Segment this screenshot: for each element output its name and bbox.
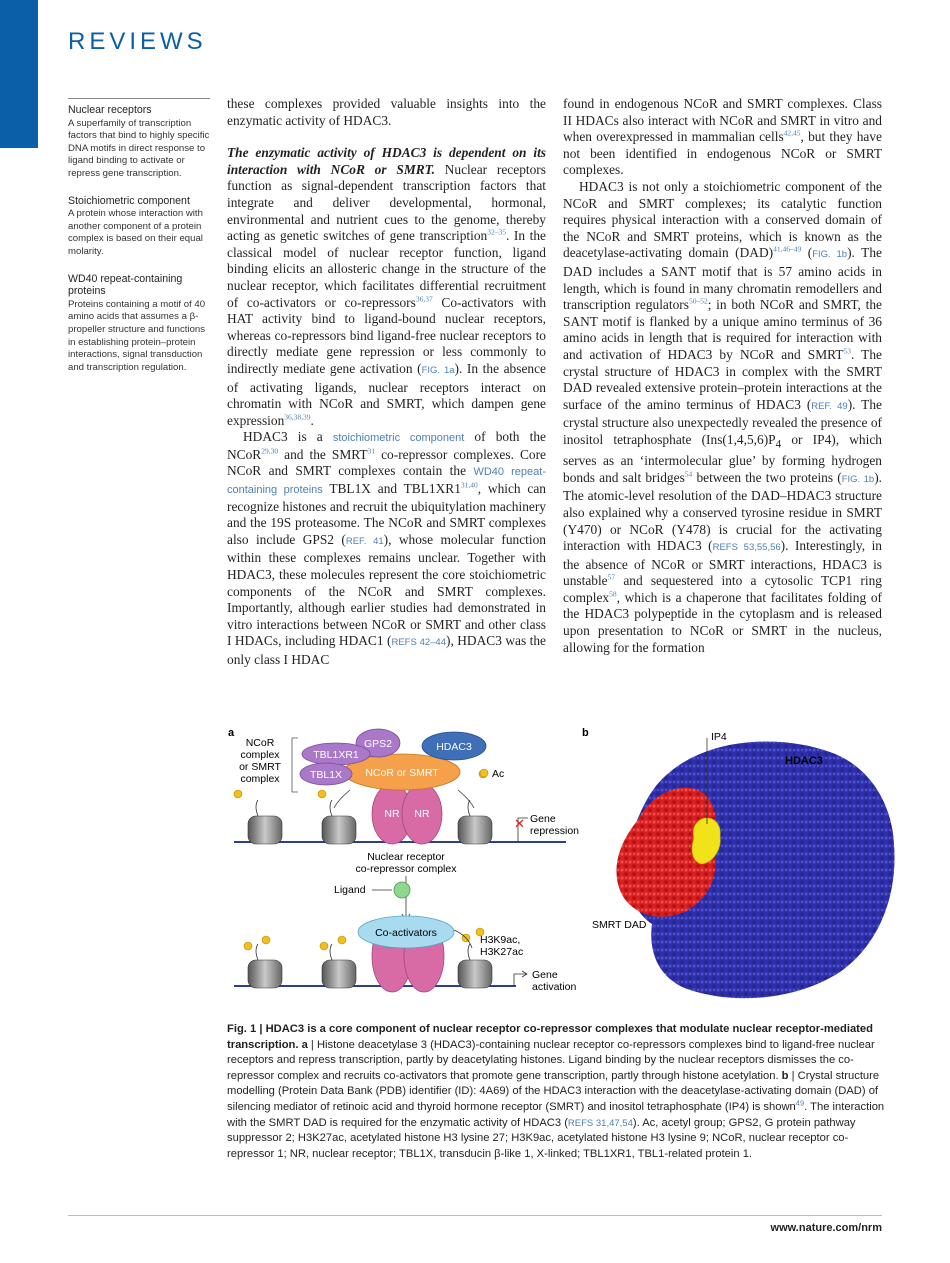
caption-text-b3: ). Ac, acetyl group; GPS2, G protein pathway suppressor 2; H3K27ac, acetylated histone H3 lysine 27; H3K9ac, acetylated histone H3 lysine 9; NCoR, nuclear receptor co-repressor 1; NR, nuclear receptor; TBL1X, transducin β-like 1, X-linked; TBL1XR1, TBL1-related protein 1. [227,1116,856,1160]
reference-link[interactable]: REF. 41 [345,535,384,547]
reference-link[interactable]: REFS 53,55,56 [712,542,781,554]
gps2-label: GPS2 [363,738,393,750]
gene-repression-label-2: repression [530,825,580,837]
paragraph: The enzymatic activity of HDAC3 is dependent on its interaction with NCoR or SMRT. Nuclear receptors function as signal-dependent transcription factors that integrate and deliver developmental, hormonal, environmental and nutrient cues to the genome, thereby acting as genetic switches of gene transcription$^{32-35}$. In the classical model of nuclear receptor function, ligand binding elicits an allosteric change in the structure of the nuclear receptor, which facilitates differential recruitment of co-activators or co-repressors$^{36,37}$ Co-activators with HAT activity bind to ligand-bound nuclear receptors, whereas co-repressors bind ligand-free nuclear receptors to directly mediate gene repression or less commonly to indirectly mediate gene activation (FIG. 1a). In the absence of activating ligands, nuclear receptors interact on chromatin with NCoR and SMRT, which dampen gene expression$^{36,38,39}$. [227,145,547,428]
nr-label-1: NR [384,808,400,820]
text-run: , but they have not been identified in endogenous NCoR or SMRT complexes. [563,129,882,178]
citation[interactable]: 53 [843,346,851,356]
complex-bracket [292,738,298,792]
corepressor-label-2: co-repressor complex [355,863,457,875]
glossary-definition: A protein whose interaction with another component of a protein complex is based on their equal molarity. [68,208,203,257]
text-run: HDAC3 is a [243,429,333,445]
text-run: ). The crystal structure also unexpectedly revealed the presence of inositol tetraphosphate (Ins(1,4,5,6)P [563,396,883,447]
text-run: . The DAD includes a SANT motif that is 57 amino acids in length, which is found in many chromatin remodellers and transcription regulators [563,245,882,313]
glossary-definition: A superfamily of transcription factors that bind to highly specific DNA motifs in direct response to ligand binding to activate or repress gene transcription. [68,117,210,179]
citation[interactable]: 54 [684,469,693,479]
gene-activation-label-1: Gene [532,969,558,981]
panel-letter-b: b [582,727,589,739]
text-run: . The crystal structure of HDAC3 in complex with the SMRT DAD revealed extensive protein–protein interactions at the surface of the amino terminus of HDAC3 ( [563,346,882,412]
figure-link[interactable]: FIG. 1b [812,249,848,261]
glossary-rule [68,98,210,99]
paragraph [563,96,882,179]
figure-panel-a [226,724,596,1012]
text-run: these complexes provided valuable insights into the enzymatic activity of HDAC3. [227,96,546,128]
section-color-bar [0,0,38,148]
subscript: 4 [775,438,782,451]
section-heading: The enzymatic activity of HDAC3 is dependent on its interaction with NCoR or SMRT. [227,145,546,177]
text-column-1 [227,96,546,669]
figure-label: Fig. 1 | [227,1023,266,1035]
panel-letter-a: a [228,727,235,739]
text-run: or IP4), which serves as an ‘intermolecular glue’ by forming hydrogen bonds and salt bridges [563,431,882,485]
section-header: REVIEWS [68,28,207,55]
tbl1x-label: TBL1X [309,769,343,781]
text-run: of both the NCoR [227,429,546,462]
acetyl-dot [234,790,242,798]
text-run: found in endogenous NCoR and SMRT complexes. Class II HDACs also interact with NCoR and SMRT in vitro and when overexpressed in mammalian cells [563,96,882,145]
marks-label-2: H3K27ac [480,946,524,958]
ligand-dot [394,882,410,898]
glossary-term: Stoichiometric component [68,194,190,207]
gene-activation-label-2: activation [532,981,577,993]
citation[interactable]: 57 [607,572,616,582]
citation[interactable]: 31,40 [460,480,478,490]
text-run: , which is a chaperone that facilitates folding of the HDAC3 polypeptide in the cytoplasm and is released upon presentation to NCoR or SMRT in the nucleus, allowing for the formation [563,589,882,655]
repression-cross: ✕ [514,816,525,831]
nr-label-2: NR [414,808,430,820]
hdac3-label: HDAC3 [436,741,472,753]
acetyl-dot [318,790,326,798]
text-run: , which can recognize histones and recruit the ubiquitylation machinery and the 19S proteasome. The NCoR and SMRT complexes also include GPS2 ( [227,481,546,547]
smrt-dad-label: SMRT DAD [592,919,647,931]
text-run: Nuclear receptors function as signal-dependent transcription factors that integrate and deliver developmental, hormonal, environmental and nutrient cues to the genome, thereby acting as genetic switches of gene transcription [227,161,546,244]
hdac3-structure-label: HDAC3 [785,755,823,767]
ligand-label: Ligand [334,884,366,896]
figure-link[interactable]: FIG. 1b [841,473,875,485]
glossary-sidebar [68,98,210,388]
corepressor-label-1: Nuclear receptor [367,851,445,863]
complex-label-1: NCoR [245,737,275,749]
text-run: co-repressor complexes. Core NCoR and SMRT complexes contain the [227,446,546,479]
caption-text-b2: . The interaction with the SMRT DAD is required for the enzymatic activity of HDAC3 ( [227,1100,885,1129]
text-run: Co-activators with HAT activity bind to ligand-bound nuclear receptors, whereas co-repressors bind ligand-free nuclear receptors to directly mediate gene repression or less commonly to indirectly mediate gene activation ( [227,294,547,376]
text-run: ). The atomic-level resolution of the DAD–HDAC3 structure also explained why a conserved tyrosine residue in SMRT (Y470) or NCoR (Y478) is crucial for the activating interaction with HDAC3 ( [563,469,882,554]
citation[interactable]: 42,45 [783,128,801,138]
marks-label-1: H3K9ac, [480,934,521,946]
text-run: TBL1X and TBL1XR1 [322,481,461,497]
figure-panel-b [580,724,900,1012]
figure-caption [227,1022,887,1162]
glossary-link[interactable]: WD40 repeat-containing proteins [227,466,546,497]
reference-link[interactable]: REFS 42–44 [391,637,446,649]
citation[interactable]: 58 [609,589,617,599]
text-column-2 [563,96,882,656]
glossary-link[interactable]: stoichiometric component [332,432,465,445]
gene-repression-label-1: Gene [530,813,556,825]
coactivators-label: Co-activators [375,927,437,939]
ip4-label: IP4 [711,731,727,743]
caption-label-a: a [298,1038,308,1051]
citation[interactable]: 36,37 [415,294,433,304]
footer-rule [68,1215,882,1216]
citation[interactable]: 36,38,39 [284,412,311,422]
caption-text-b: | Crystal structure modelling (Protein Data Bank (PDB) identifier (ID): 4A69) of the HDAC3 interaction with the deacetylase-activating domain (DAD) of silencing mediator of retinoic acid and thyroid hormone receptor (SMRT) and inositol tetraphosphate (IP4) is shown [227,1069,880,1113]
citation[interactable]: 50–52 [688,296,708,306]
complex-label-3: or SMRT [239,761,281,773]
reference-link[interactable]: REF. 49 [811,400,848,412]
caption-label-b: b [778,1069,789,1082]
paragraph: HDAC3 is not only a stoichiometric component of the NCoR and SMRT complexes; its catalytic function requires physical interaction with a conserved domain of the NCoR and SMRT proteins, which is known as the deacetylase-activating domain (DAD)$^{41,46-49}$ (FIG. 1b). The DAD includes a SANT motif that is 57 amino acids in length, which is found in many chromatin remodellers and transcription regulators$^{50-52}$; in both NCoR and SMRT, the SANT motif is flanked by a unique amino terminus of 36 amino acids in length that is required for interaction with and activation of HDAC3 by NCoR and SMRT$^{53}$. The crystal structure of HDAC3 in complex with the SMRT DAD revealed extensive protein–protein interactions at the surface of the amino terminus of HDAC3 (REF. 49). The crystal structure also unexpectedly revealed the presence of inositol tetraphosphate ($Ins(1,4,5,6)P_4$ or IP4), which serves as an ‘intermolecular glue’ by forming hydrogen bonds and salt bridges$^{54}$ between the two proteins (FIG. 1b). The atomic-level resolution of the DAD–HDAC3 structure also explained why a conserved tyrosine residue in SMRT (Y470) or NCoR (Y478) is crucial for the activating interaction with HDAC3 (REFS 53,55,56). Interestingly, in the absence of NCoR or SMRT interactions, HDAC3 is unstable$^{57}$ and sequestered into a cytosolic TCP1 ring complex$^{58}$, which is a chaperone that facilitates folding of the HDAC3 polypeptide in the cytoplasm and is released upon presentation to NCoR or SMRT in the nucleus, allowing for the formation [563,178,883,655]
tbl1xr1-label: TBL1XR1 [313,749,359,761]
citation[interactable]: 49 [795,1098,805,1108]
nucleosome-group-top [248,816,492,844]
text-run: ). Interestingly, in the absence of NCoR or SMRT interactions, HDAC3 is unstable [563,538,882,589]
figure-link[interactable]: FIG. 1a [421,364,455,376]
reference-link[interactable]: REFS 31,47,54 [567,1117,633,1129]
footer-url[interactable]: www.nature.com/nrm [770,1222,882,1234]
ac-label: Ac [492,768,505,780]
text-run: ), HDAC3 was the only class I HDAC [227,633,547,667]
text-run: HDAC3 is not only a stoichiometric component of the NCoR and SMRT complexes; its catalytic function requires physical interaction with a conserved domain of the NCoR and SMRT proteins, which is known as the deacetylase-activating domain (DAD) [563,178,882,261]
complex-label-4: complex [240,773,280,785]
text-run: ), whose molecular function within these complexes remains unclear. Together with HDAC3, these molecules represent the core stoichiometric components of the NCoR and SMRT complexes. Importantly, although earlier studies had demonstrated in vitro interactions between NCoR or SMRT and other class I HDACs, including HDAC1 ( [227,531,546,649]
ncor-smrt-label: NCoR or SMRT [365,767,439,779]
citation[interactable]: 41,46–49 [773,244,802,254]
figure-title: HDAC3 is a core component of nuclear receptor co-repressor complexes that modulate nuclear receptor-mediated transcription. [227,1023,873,1051]
text-run: between the two proteins ( [692,469,842,485]
citation[interactable]: 29,30 [261,446,279,456]
citation[interactable]: 31 [367,446,376,456]
complex-label-2: complex [240,749,280,761]
caption-text-a: | Histone deacetylase 3 (HDAC3)-containing nuclear receptor co-repressors complexes bind to ligand-free nuclear receptors and repress transcription, partly by deacetylating histones. Ligand binding by the nuclear receptors dismisses the co-repressor complex and recruits co-activators that promote gene transcription, partly through histone acetylation. [227,1038,875,1082]
glossary-definition: Proteins containing a motif of 40 amino acids that assumes a β-propeller structure and functions in establishing protein–protein interactions, signal transduction and transcription regulation. [68,298,206,373]
text-run: . In the classical model of nuclear receptor function, ligand binding elicits an allosteric change in the structure of the nuclear receptor, which facilitates differential recruitment of co-activators or co-repressors [227,228,546,310]
glossary-term: Nuclear receptors [68,104,152,116]
paragraph [227,429,546,668]
text-run: ). In the absence of activating ligands, nuclear receptors interact on chromatin with NCoR and SMRT, which dampen gene expression [227,360,546,428]
text-run: and sequestered into a cytosolic TCP1 ring complex [563,573,882,605]
paragraph [227,96,546,129]
nucleosome-group-bottom [248,960,492,988]
citation[interactable]: 32–35 [487,227,506,237]
text-run: and the SMRT [278,446,368,462]
glossary-term: WD40 repeat-containing proteins [68,272,183,298]
text-run: ; in both NCoR and SMRT, the SANT motif is flanked by a unique amino terminus of 36 amino acids in length that is required for interaction with and activation of HDAC3 by NCoR and SMRT [563,297,882,362]
